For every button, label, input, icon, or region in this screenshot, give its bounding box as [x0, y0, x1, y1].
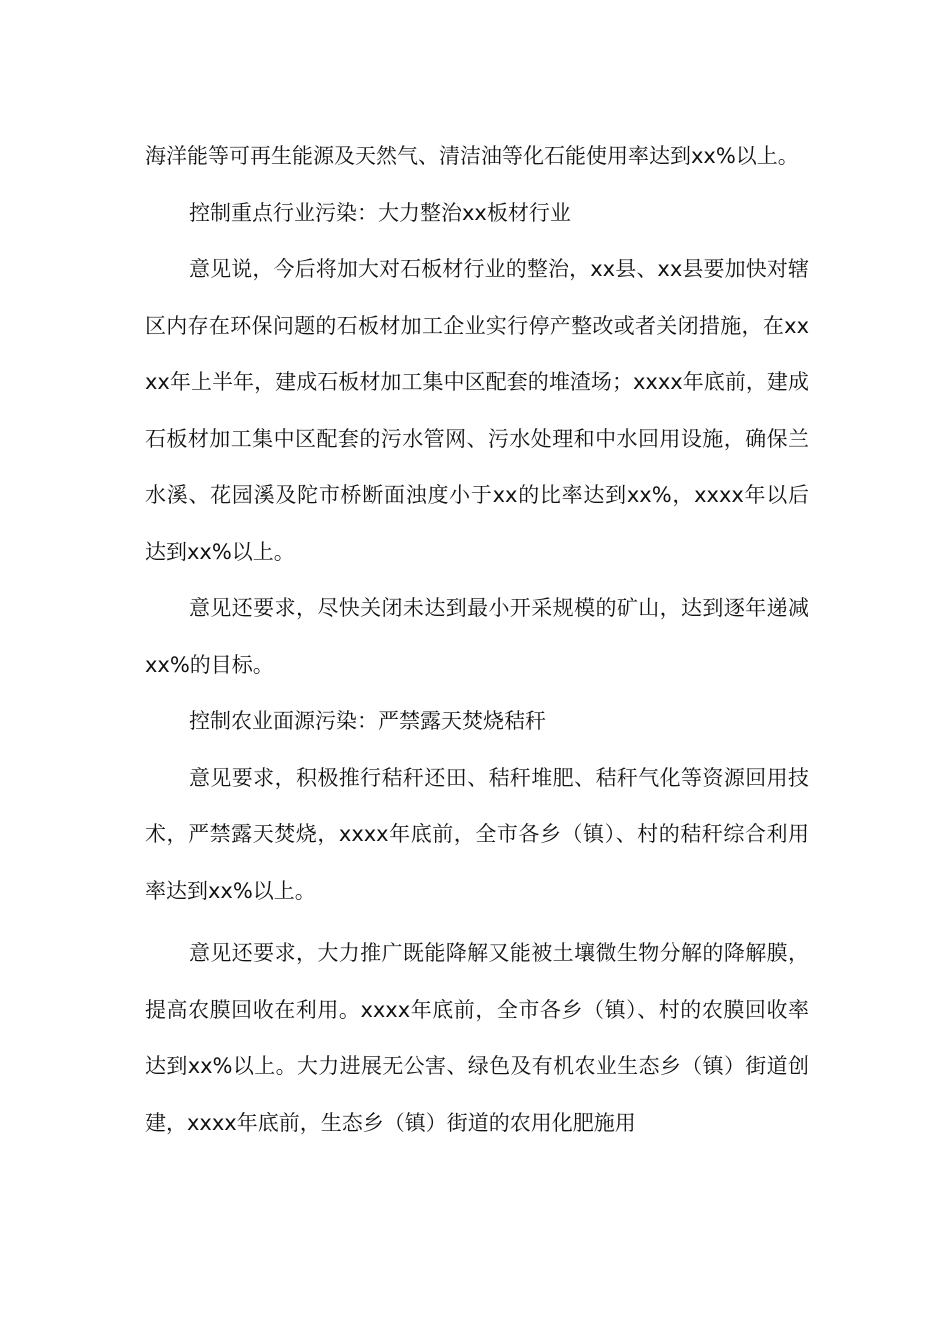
paragraph-mine-closure: 意见还要求，尽快关闭未达到最小开采规模的矿山，达到逐年递减xx%的目标。	[145, 596, 809, 677]
section-heading-agricultural-pollution: 控制农业面源污染：严禁露天焚烧秸秆	[189, 709, 546, 733]
paragraph-stone-board-remediation: 意见说，今后将加大对石板材行业的整治，xx县、xx县要加快对辖区内存在环保问题的石板材加工企业实行停产整改或者关闭措施，在xxxx年上半年，建成石板材加工集中区配套的堆渣场；xxxx年底前，建成石板材加工集中区配套的污水管网、污水处理和中水回用设施，确保兰水溪、花园溪及陀市桥断面浊度小于xx的比率达到xx%，xxxx年以后达到xx%以上。	[145, 257, 809, 564]
paragraph-renewable-energy: 海洋能等可再生能源及天然气、清洁油等化石能使用率达到xx%以上。	[145, 144, 799, 168]
document-body	[145, 128, 809, 1151]
paragraph-degradable-film: 意见还要求，大力推广既能降解又能被土壤微生物分解的降解膜，提高农膜回收在利用。xxxx年底前，全市各乡（镇）、村的农膜回收率达到xx%以上。大力进展无公害、绿色及有机农业生态乡（镇）街道创建，xxxx年底前，生态乡（镇）街道的农用化肥施用	[145, 941, 809, 1135]
section-heading-industry-pollution: 控制重点行业污染：大力整治xx板材行业	[189, 200, 571, 225]
paragraph-straw-utilization: 意见要求，积极推行秸秆还田、秸秆堆肥、秸秆气化等资源回用技术，严禁露天焚烧，xxxx年底前，全市各乡（镇）、村的秸秆综合利用率达到xx%以上。	[145, 765, 809, 903]
